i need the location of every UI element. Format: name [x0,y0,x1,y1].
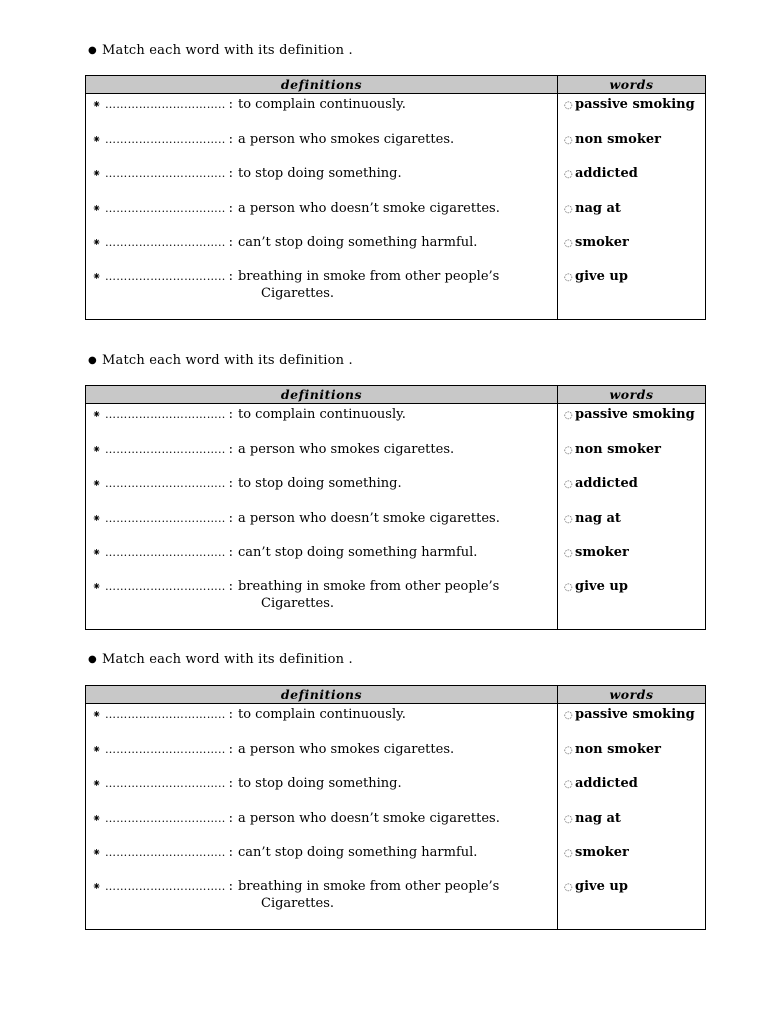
answer-blank[interactable]: ………………………….. [105,580,226,593]
word-item: ◌ passive smoking [564,707,695,722]
words-header: words [558,686,706,704]
circle-dot-icon: ◌ [564,779,573,790]
bullet-icon: ● [88,45,97,56]
bullet-icon: ● [88,654,97,665]
asterisk-icon: ⁕ [92,236,102,249]
asterisk-icon: ⁕ [92,812,102,825]
definition-item: ⁕ ………………………….. : to stop doing something. [92,476,402,491]
definition-item: ⁕ ………………………….. : to complain continuously. [92,97,406,112]
word-item: ◌ addicted [564,476,638,491]
asterisk-icon: ⁕ [92,580,102,593]
circle-dot-icon: ◌ [564,710,573,721]
answer-blank[interactable]: ………………………….. [105,708,226,721]
word-item: ◌ smoker [564,845,629,860]
answer-blank[interactable]: ………………………….. [105,512,226,525]
asterisk-icon: ⁕ [92,133,102,146]
answer-blank[interactable]: ………………………….. [105,270,226,283]
circle-dot-icon: ◌ [564,479,573,490]
word-item: ◌ passive smoking [564,407,695,422]
word-item: ◌ smoker [564,545,629,560]
circle-dot-icon: ◌ [564,514,573,525]
answer-blank[interactable]: ………………………….. [105,443,226,456]
answer-blank[interactable]: ………………………….. [105,133,226,146]
answer-blank[interactable]: ………………………….. [105,202,226,215]
circle-dot-icon: ◌ [564,548,573,559]
definition-item: ⁕ ………………………….. : can’t stop doing something harmful. [92,845,478,860]
circle-dot-icon: ◌ [564,204,573,215]
matching-table-3 [85,685,706,930]
circle-dot-icon: ◌ [564,135,573,146]
word-item: ◌ give up [564,579,628,594]
asterisk-icon: ⁕ [92,743,102,756]
matching-table-2 [85,385,706,630]
definition-item: ⁕ ………………………….. : a person who smokes cigarettes. [92,442,455,457]
definitions-header: definitions [86,686,558,704]
asterisk-icon: ⁕ [92,512,102,525]
instruction-2: ● Match each word with its definition . [88,353,353,368]
definition-item: ⁕ ………………………….. : a person who doesn’t smoke cigarettes. [92,201,500,216]
asterisk-icon: ⁕ [92,846,102,859]
definition-item: ⁕ ………………………….. : breathing in smoke from other people’s Cigarettes. [92,879,500,911]
circle-dot-icon: ◌ [564,582,573,593]
definition-item: ⁕ ………………………….. : a person who doesn’t smoke cigarettes. [92,811,500,826]
answer-blank[interactable]: ………………………….. [105,408,226,421]
asterisk-icon: ⁕ [92,98,102,111]
word-item: ◌ give up [564,879,628,894]
answer-blank[interactable]: ………………………….. [105,777,226,790]
circle-dot-icon: ◌ [564,169,573,180]
word-item: ◌ non smoker [564,132,661,147]
answer-blank[interactable]: ………………………….. [105,477,226,490]
answer-blank[interactable]: ………………………….. [105,546,226,559]
definitions-header: definitions [86,76,558,94]
words-column [558,704,706,930]
definitions-header: definitions [86,386,558,404]
answer-blank[interactable]: ………………………….. [105,812,226,825]
circle-dot-icon: ◌ [564,410,573,421]
words-column [558,94,706,320]
answer-blank[interactable]: ………………………….. [105,743,226,756]
definition-item: ⁕ ………………………….. : a person who smokes cigarettes. [92,132,455,147]
asterisk-icon: ⁕ [92,408,102,421]
asterisk-icon: ⁕ [92,202,102,215]
word-item: ◌ give up [564,269,628,284]
word-item: ◌ nag at [564,511,621,526]
definition-item: ⁕ ………………………….. : to stop doing something. [92,166,402,181]
definition-item: ⁕ ………………………….. : can’t stop doing something harmful. [92,545,478,560]
words-header: words [558,386,706,404]
answer-blank[interactable]: ………………………….. [105,236,226,249]
asterisk-icon: ⁕ [92,880,102,893]
asterisk-icon: ⁕ [92,167,102,180]
asterisk-icon: ⁕ [92,777,102,790]
circle-dot-icon: ◌ [564,745,573,756]
word-item: ◌ non smoker [564,442,661,457]
circle-dot-icon: ◌ [564,814,573,825]
definition-item: ⁕ ………………………….. : a person who doesn’t smoke cigarettes. [92,511,500,526]
circle-dot-icon: ◌ [564,100,573,111]
answer-blank[interactable]: ………………………….. [105,98,226,111]
definition-item: ⁕ ………………………….. : breathing in smoke from other people’s Cigarettes. [92,579,500,611]
asterisk-icon: ⁕ [92,708,102,721]
definition-item: ⁕ ………………………….. : can’t stop doing something harmful. [92,235,478,250]
definitions-column [86,94,558,320]
word-item: ◌ smoker [564,235,629,250]
definitions-column [86,404,558,630]
words-header: words [558,76,706,94]
definition-item: ⁕ ………………………….. : to complain continuously. [92,707,406,722]
definition-item: ⁕ ………………………….. : to complain continuously. [92,407,406,422]
word-item: ◌ nag at [564,811,621,826]
circle-dot-icon: ◌ [564,272,573,283]
answer-blank[interactable]: ………………………….. [105,167,226,180]
answer-blank[interactable]: ………………………….. [105,846,226,859]
matching-table-1 [85,75,706,320]
instruction-1: ● Match each word with its definition . [88,43,353,58]
definitions-column [86,704,558,930]
word-item: ◌ addicted [564,776,638,791]
asterisk-icon: ⁕ [92,270,102,283]
words-column [558,404,706,630]
asterisk-icon: ⁕ [92,546,102,559]
circle-dot-icon: ◌ [564,882,573,893]
definition-item: ⁕ ………………………….. : breathing in smoke from other people’s Cigarettes. [92,269,500,301]
bullet-icon: ● [88,355,97,366]
definition-item: ⁕ ………………………….. : to stop doing something. [92,776,402,791]
word-item: ◌ nag at [564,201,621,216]
word-item: ◌ passive smoking [564,97,695,112]
answer-blank[interactable]: ………………………….. [105,880,226,893]
circle-dot-icon: ◌ [564,238,573,249]
word-item: ◌ non smoker [564,742,661,757]
definition-item: ⁕ ………………………….. : a person who smokes cigarettes. [92,742,455,757]
circle-dot-icon: ◌ [564,445,573,456]
asterisk-icon: ⁕ [92,477,102,490]
instruction-3: ● Match each word with its definition . [88,652,353,667]
circle-dot-icon: ◌ [564,848,573,859]
asterisk-icon: ⁕ [92,443,102,456]
word-item: ◌ addicted [564,166,638,181]
